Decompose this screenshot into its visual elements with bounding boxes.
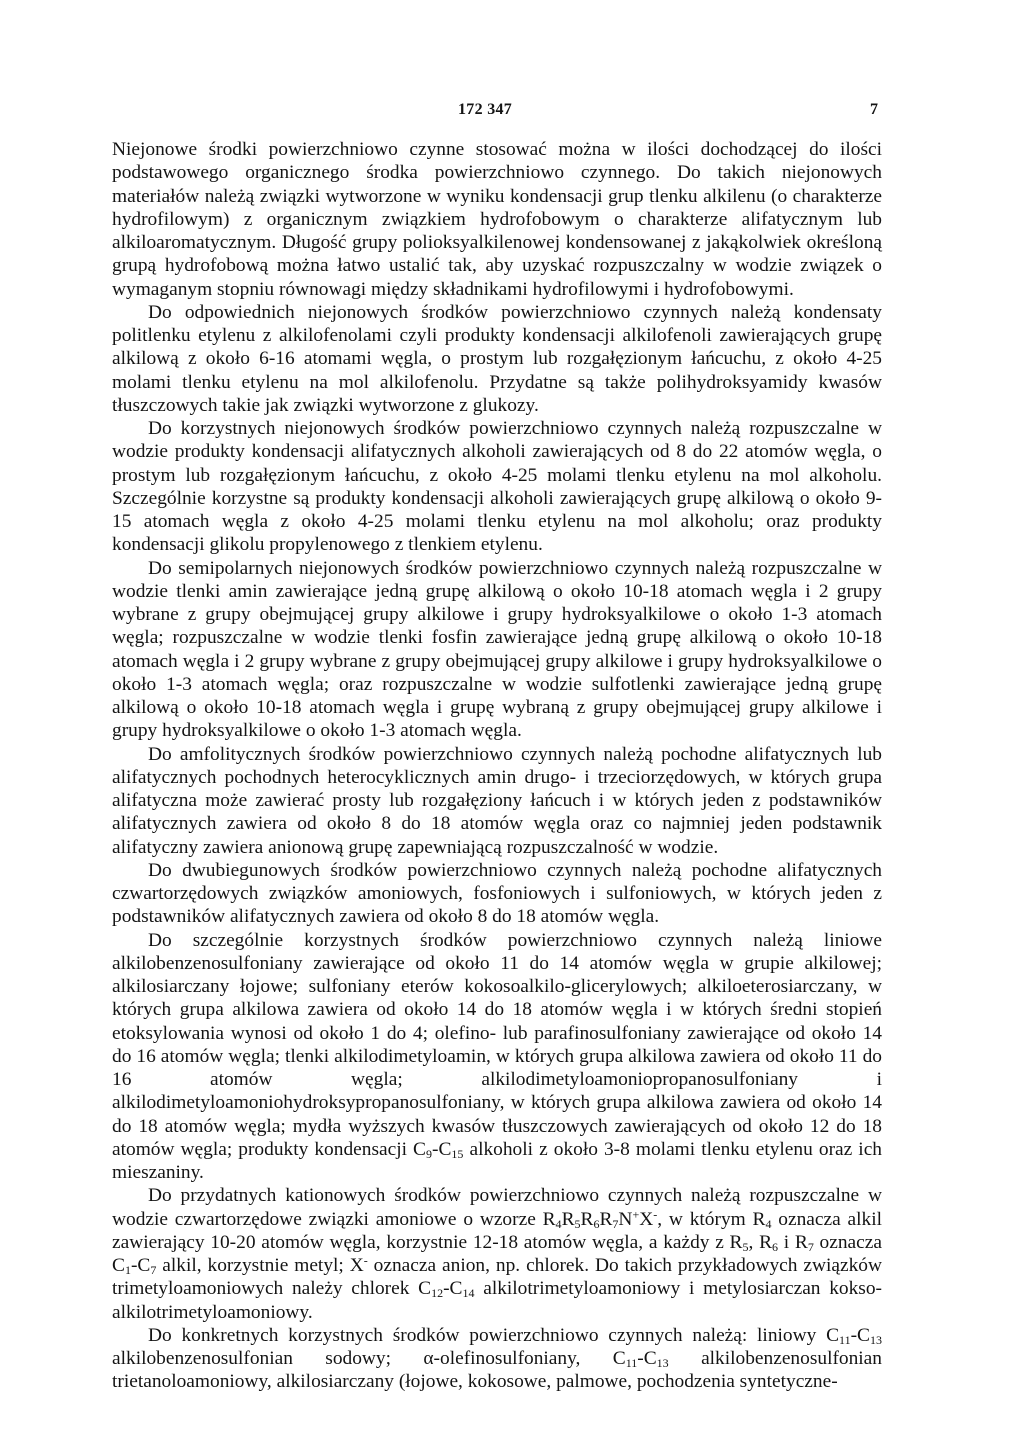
document-number: 172 347 [458, 101, 513, 118]
paragraph-zwitterionic: Do dwubiegunowych środków powierzchniowo czynnych należą pochodne alifatycznych czwartorzędowych związków amoniowych, fosfoniowych i sulfoniowych, w których jeden z podstawników alifatycznych zawiera od około 8 do 18 atomów węgla. [112, 859, 882, 928]
body-text [112, 138, 882, 1394]
paragraph-cationic: Do przydatnych kationowych środków powierzchniowo czynnych należą rozpuszczalne w wodzie czwartorzędowe związki amoniowe o wzorze $R_4R_5R_6R_7N^+X^-$, w którym $R_4$ oznacza alkil zawierający 10-20 atomów węgla, korzystnie 12-18 atomów węgla, a każdy z $R_5$, $R_6$ i $R_7$ oznacza $C_1-C_7$ alkil, korzystnie metyl; X- oznacza anion, np. chlorek. Do takich przykładowych związków trimetyloamoniowych należy chlorek $C_{12}-C_{14}$ alkilotrimetyloamoniowy i metylosiarczan kokso-alkilotrimetyloamoniowy. [112, 1185, 883, 1323]
paragraph-ampholytic: Do amfolitycznych środków powierzchniowo czynnych należą pochodne alifatycznych lub alifatycznych pochodnych heterocyklicznych amin drugo- i trzeciorzędowych, w których grupa alifatyczna może zawierać prosty lub rozgałęziony łańcuch i w których jeden z podstawników alifatycznych zawiera od około 8 do 18 atomów węgla oraz co najmniej jeden podstawnik alifatyczny zawiera anionową grupę zapewniającą rozpuszczalność w wodzie. [112, 743, 882, 858]
paragraph-particularly-preferred: Do szczególnie korzystnych środków powierzchniowo czynnych należą liniowe alkilobenzenosulfoniany zawierające od około 11 do 14 atomów węgla w grupie alkilowej; alkilosiarczany łojowe; sulfoniany eterów kokosoalkilo-glicerylowych; alkiloeterosiarczany, w których grupa alkilowa zawiera od około 14 do 18 atomów węgla i w których średni stopień etoksylowania wynosi od około 1 do 4; olefino- lub parafinosulfoniany zawierające od około 14 do 16 atomów węgla; tlenki alkilodimetyloamin, w których grupa alkilowa zawiera od około 11 do 16 atomów węgla; alkilodimetyloamoniopropanosulfoniany i alkilodimetyloamoniohydroksypropanosulfoniany, w których grupa alkilowa zawiera od około 14 do 18 atomów węgla; mydła wyższych kwasów tłuszczowych zawierających od około 12 do 18 atomów węgla; produkty kondensacji $C_9-C_{15}$ alkoholi z około 3-8 molami tlenku etylenu oraz ich mieszaniny. [112, 929, 882, 1183]
paragraph-preferred-nonionic: Do korzystnych niejonowych środków powierzchniowo czynnych należą rozpuszczalne w wodzie produkty kondensacji alifatycznych alkoholi zawierających od 8 do 22 atomów węgla, o prostym lub rozgałęzionym łańcuchu, z około 4-25 molami tlenku etylenu na mol alkoholu. Szczególnie korzystne są produkty kondensacji alkoholi zawierających grupę alkilową o około 9-15 atomach węgla z około 4-25 molami tlenku etylenu na mol alkoholu; oraz produkty kondensacji glikolu propylenowego z tlenkiem etylenu. [112, 418, 882, 556]
page-header [0, 101, 1024, 123]
paragraph-specific-preferred: Do konkretnych korzystnych środków powierzchniowo czynnych należą: liniowy $C_{11}-C_{13}$ alkilobenzenosulfonian sodowy; α-olefinosulfoniany, $C_{11}-C_{13}$ alkilobenzenosulfonian trietanoloamoniowy, alkilosiarczany (łojowe, kokosowe, palmowe, pochodzenia syntetyczne- [112, 1324, 882, 1393]
page-number: 7 [870, 101, 878, 118]
paragraph-semipolar-nonionic: Do semipolarnych niejonowych środków powierzchniowo czynnych należą rozpuszczalne w wodzie tlenki amin zawierające jedną grupę alkilową o około 10-18 atomach węgla i 2 grupy wybrane z grupy obejmującej grupy alkilowe i grupy hydroksyalkilowe o około 1-3 atomach węgla; rozpuszczalne w wodzie tlenki fosfin zawierające jedną grupę alkilową o około 10-18 atomach węgla i 2 grupy wybrane z grupy obejmującej grupy alkilowe i grupy hydroksyalkilowe o około 1-3 atomach węgla; oraz rozpuszczalne w wodzie sulfotlenki zawierające jedną grupę alkilową o około 10-18 atomach węgla i grupę wybraną z grupy obejmującej grupy alkilowe i grupy hydroksyalkilowe o około 1-3 atomach węgla. [112, 557, 882, 742]
paragraph-ethylene-oxide-condensates: Do odpowiednich niejonowych środków powierzchniowo czynnych należą kondensaty politlenku etylenu z alkilofenolami czyli produkty kondensacji alkilofenoli zawierających grupę alkilową z około 6-16 atomami węgla, o prostym lub rozgałęzionym łańcuchu, z około 4-25 molami tlenku etylenu na mol alkilofenolu. Przydatne są także polihydroksyamidy kwasów tłuszczowych takie jak związki wytworzone z glukozy. [112, 301, 882, 416]
paragraph-nonionic-intro: Niejonowe środki powierzchniowo czynne stosować można w ilości dochodzącej do ilości podstawowego organicznego środka powierzchniowo czynnego. Do takich niejonowych materiałów należą związki wytworzone w wyniku kondensacji grup tlenku alkilenu (o charakterze hydrofilowym) z organicznym związkiem hydrofobowym o charakterze alifatycznym lub alkiloaromatycznym. Długość grupy polioksyalkilenowej kondensowanej z jakąkolwiek określoną grupą hydrofobową można łatwo ustalić tak, aby uzyskać rozpuszczalny w wodzie związek o wymaganym stopniu równowagi między składnikami hydrofilowymi i hydrofobowymi. [112, 139, 882, 300]
